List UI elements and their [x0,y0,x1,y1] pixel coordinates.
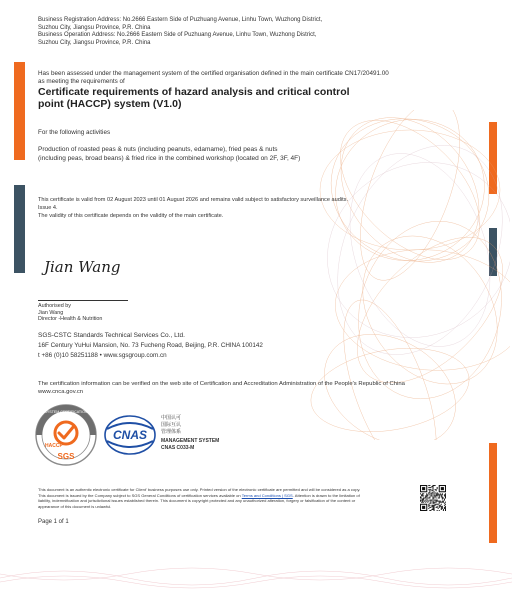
issue-number: Issue 4. [38,205,58,211]
footer-line-2-start: This document is issued by the Company subject to SGS General Conditions of certification services available on [38,492,242,498]
left-orange-bar [14,62,25,160]
signatory-role: Director -Health & Nutrition [38,316,103,322]
authorised-by-label: Authorised by [38,303,71,309]
verification-url[interactable]: www.cnca.gov.cn [38,389,84,395]
footer-disclaimer-line-1: This document is an authentic electronic certificate for Client' business purposes use only. Printed version of the electronic certificate are permitted and will be considered as a copy. [38,487,361,492]
operation-address-line-1: Business Operation Address: No.2666 Eastern Side of Puzhuang Avenue, Linhu Town, Wuzhong District, [38,32,317,38]
operation-address-line-2: Suzhou City, Jiangsu Province, P.R. China [38,39,151,46]
activities-label: For the following activities [38,129,111,136]
signatory-name: Jian Wang [38,309,64,316]
bottom-decorative-pattern [0,560,512,589]
assessed-statement-line-1: Has been assessed under the management system of the certified organisation defined in the main certificate CN17/20491.00 [38,70,389,77]
guilloche-watermark [300,110,510,440]
registration-address-line-2: Suzhou City, Jiangsu Province, P.R. China [38,24,151,31]
cnas-logo-text: CNAS [112,428,148,442]
certificate-title-line-2: point (HACCP) system (V1.0) [38,98,182,110]
terms-and-conditions-link[interactable]: Terms and Conditions | SGS [241,492,293,498]
certificate-title-line-1: Certificate requirements of hazard analysis and critical control [38,86,350,98]
footer-disclaimer-line-3: liability, indemnification and jurisdictional issues established therein. This document is copyright protected and any unauthorized alteration, forgery or falsification of the content or [38,498,356,503]
validity-dependency: The validity of this certificate depends on the validity of the main certificate. [38,213,224,219]
company-address: 16F Century YuHui Mansion, No. 73 Fucheng Road, Beijing, P.R. CHINA 100142 [38,342,263,349]
sgs-logo-text: SGS [57,452,75,461]
assessed-statement-line-2: as meeting the requirements of [38,78,125,85]
validity-statement: This certificate is valid from 02 August 2023 until 01 August 2026 and remains valid subject to satisfactory surveillance audits. [38,197,348,203]
scope-line-1: Production of roasted peas & nuts (including peanuts, edamame), fried peas & nuts [38,146,278,153]
footer-line-2-end: . Attention is drawn to the limitation of [292,492,360,498]
company-name: SGS-CSTC Standards Technical Services Co., Ltd. [38,332,185,339]
cnas-chinese-line-3: 管理体系 [161,429,182,435]
registration-address-line-1: Business Registration Address: No.2666 Eastern Side of Puzhuang Avenue, Linhu Town, Wuzhong District, [38,17,323,23]
scope-line-2: (including peas, broad beans) & fried rice in the combined workshop (located on 2F, 3F, 4F) [38,154,301,162]
footer-disclaimer-line-4: appearance of this document is unlawful. [38,503,112,509]
cnas-management-system: MANAGEMENT SYSTEM [161,438,220,444]
page-number: Page 1 of 1 [38,519,69,525]
right-orange-bar-lower [489,443,497,543]
company-contact: t +86 (0)10 58251188 • www.sgsgroup.com.cn [38,352,167,359]
handwritten-signature: Jian Wang [44,258,121,276]
left-slate-bar [14,185,25,273]
qr-code[interactable] [420,485,446,511]
cnas-logo [103,413,157,457]
sgs-haccp-certification-logo [34,403,98,467]
verification-statement: The certification information can be verified on the web site of Certification and Accreditation Administration of the People's Republic of China [38,381,405,387]
cnas-chinese-line-1: 中国认可 [161,415,182,421]
footer-disclaimer-line-2 [38,493,360,498]
signature-line [38,300,128,301]
logo-ring-text: SYSTEM CERTIFICATION [44,410,88,414]
cnas-chinese-line-2: 国际互认 [161,422,182,428]
cnas-code: CNAS C033-M [161,445,195,451]
haccp-logo-text: HACCP [45,443,63,449]
